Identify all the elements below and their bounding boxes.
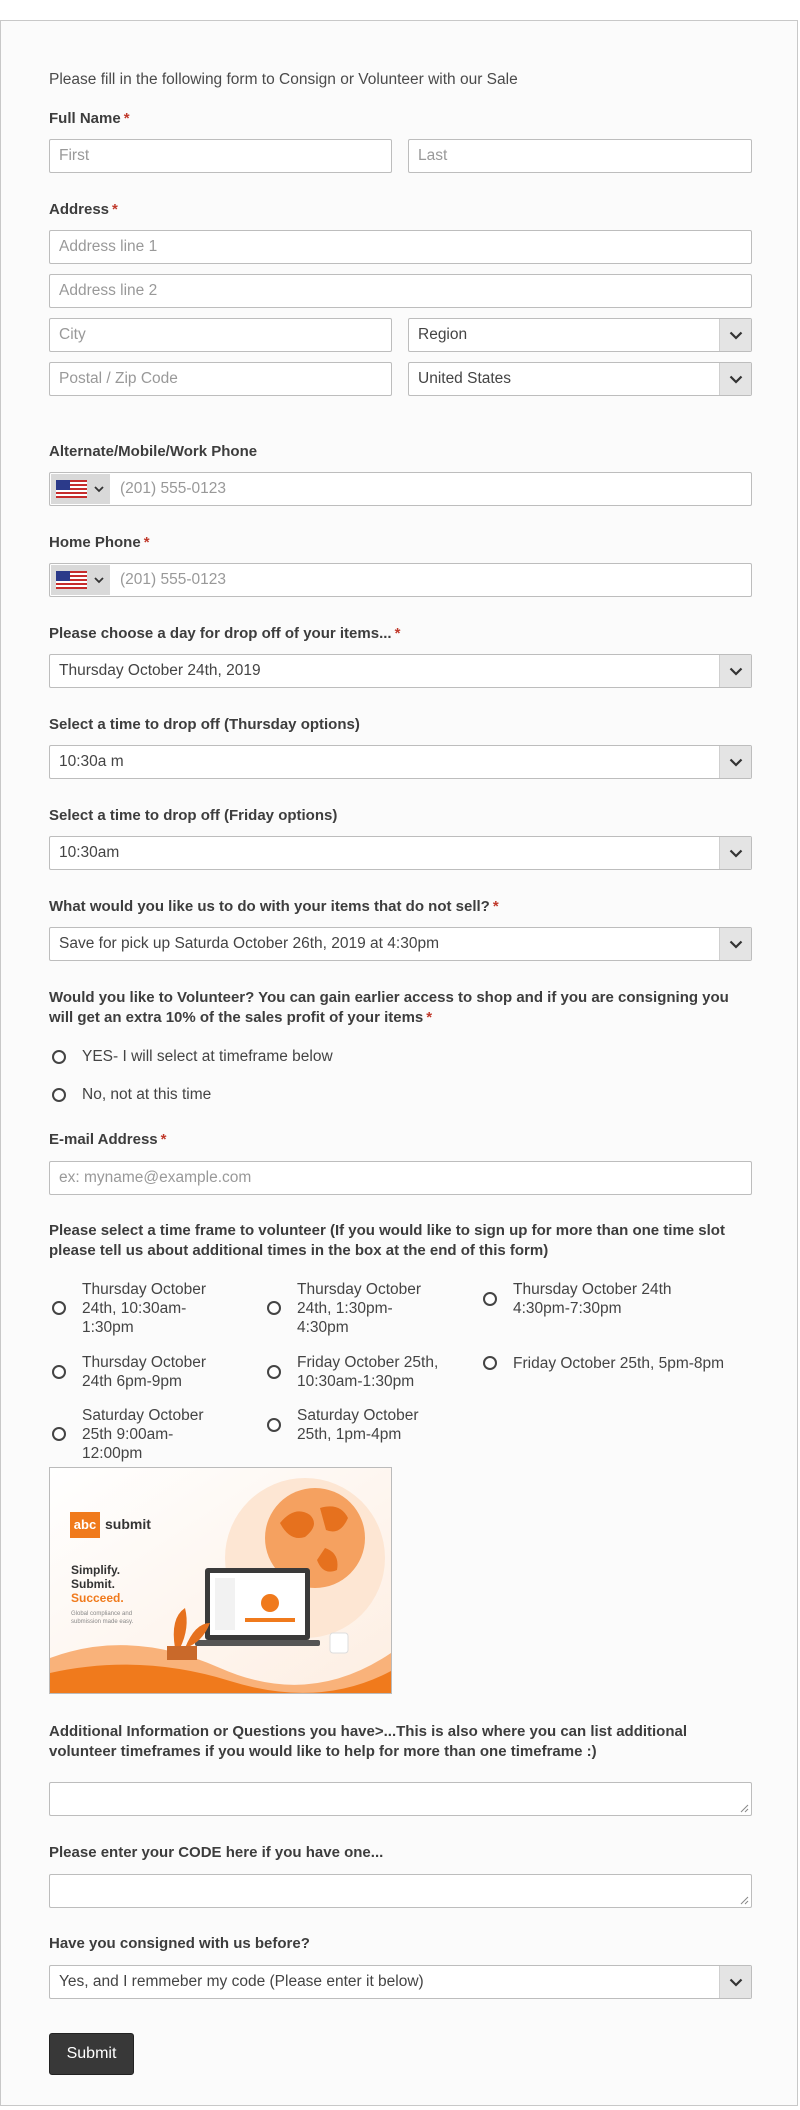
region-value: Region — [418, 326, 468, 343]
consigned-before-select[interactable] — [49, 1965, 752, 1999]
timeframe-radio[interactable] — [483, 1356, 497, 1370]
brand-logo-text: submit — [105, 1516, 151, 1532]
address-label: Address * — [49, 201, 118, 218]
resize-grip-icon — [740, 1804, 749, 1813]
unsold-items-select[interactable] — [49, 927, 752, 961]
email-label: E-mail Address * — [49, 1131, 167, 1148]
country-code-dropdown[interactable] — [51, 565, 110, 595]
consigned-before-value: Yes, and I remmeber my code (Please enter it below) — [59, 1973, 424, 1990]
timeframe-option-label: Friday October 25th, 10:30am-1:30pm — [297, 1354, 439, 1390]
consigned-before-label: Have you consigned with us before? — [49, 1935, 310, 1952]
home-phone-placeholder: (201) 555-0123 — [120, 571, 226, 588]
thursday-time-value: 10:30a m — [59, 753, 124, 770]
timeframe-radio[interactable] — [52, 1427, 66, 1441]
alt-phone-label: Alternate/Mobile/Work Phone — [49, 443, 258, 460]
postal-code-input[interactable]: Postal / Zip Code — [49, 362, 392, 396]
chevron-down-icon — [719, 746, 751, 778]
code-label: Please enter your CODE here if you have one... — [49, 1844, 384, 1861]
city-input[interactable]: City — [49, 318, 392, 352]
timeframe-option-label: Thursday October 24th 4:30pm-7:30pm — [513, 1281, 672, 1317]
friday-time-value: 10:30am — [59, 844, 120, 861]
first-name-input[interactable]: First — [49, 139, 392, 173]
promo-fine-print: Global compliance and submission made easy. — [71, 1611, 134, 1625]
timeframe-option-label: Saturday October 25th 9:00am- 12:00pm — [82, 1407, 204, 1462]
chevron-down-icon — [719, 319, 751, 351]
brand-logo-box: abc — [70, 1512, 100, 1538]
unsold-items-label: What would you like us to do with your items that do not sell? * — [49, 898, 499, 915]
resize-grip-icon — [740, 1896, 749, 1905]
chevron-down-icon — [94, 486, 104, 493]
address-line2-input[interactable]: Address line 2 — [49, 274, 752, 308]
timeframe-option-label: Thursday October 24th 6pm-9pm — [82, 1354, 207, 1390]
promo-tagline: Simplify. Submit. Succeed. — [71, 1563, 124, 1605]
chevron-down-icon — [94, 577, 104, 584]
home-phone-field[interactable] — [49, 563, 752, 597]
alt-phone-field[interactable] — [49, 472, 752, 506]
submit-button[interactable]: Submit — [49, 2033, 134, 2075]
dropoff-day-label: Please choose a day for drop off of your items... * — [49, 625, 401, 642]
chevron-down-icon — [719, 928, 751, 960]
address-line1-input[interactable]: Address line 1 — [49, 230, 752, 264]
timeframe-option-label: Thursday October 24th, 10:30am- 1:30pm — [82, 1281, 207, 1336]
timeframe-option-label: Thursday October 24th, 1:30pm- 4:30pm — [297, 1281, 422, 1336]
country-code-dropdown[interactable] — [51, 474, 110, 504]
volunteer-no-label: No, not at this time — [82, 1086, 212, 1103]
full-name-label: Full Name * — [49, 110, 130, 127]
dropoff-day-select[interactable] — [49, 654, 752, 688]
chevron-down-icon — [719, 655, 751, 687]
country-select[interactable] — [408, 362, 752, 396]
region-select[interactable] — [408, 318, 752, 352]
timeframe-radio[interactable] — [52, 1365, 66, 1379]
thursday-time-label: Select a time to drop off (Thursday options) — [49, 716, 360, 733]
code-textarea[interactable] — [49, 1874, 752, 1908]
timeframe-radio[interactable] — [483, 1292, 497, 1306]
email-input[interactable]: ex: myname@example.com — [49, 1161, 752, 1195]
country-value: United States — [418, 370, 512, 387]
timeframe-radio[interactable] — [267, 1301, 281, 1315]
volunteer-yes-radio[interactable] — [52, 1050, 66, 1064]
additional-info-label: Additional Information or Questions you have>...This is also where you can list additional volunteer timeframes if you would like to help for more than one timeframe :) — [49, 1723, 688, 1760]
volunteer-label: Would you like to Volunteer? You can gain earlier access to shop and if you are consigning you will get an extra 10% of the sales profit of your items * — [49, 989, 729, 1026]
friday-time-label: Select a time to drop off (Friday options) — [49, 807, 338, 824]
chevron-down-icon — [719, 1966, 751, 1998]
timeframe-radio[interactable] — [267, 1418, 281, 1432]
form-intro: Please fill in the following form to Consign or Volunteer with our Sale — [49, 71, 518, 88]
timeframe-option-label: Friday October 25th, 5pm-8pm — [513, 1355, 725, 1372]
alt-phone-placeholder: (201) 555-0123 — [120, 480, 226, 497]
home-phone-label: Home Phone * — [49, 534, 150, 551]
us-flag-icon — [56, 571, 87, 589]
promo-image — [49, 1467, 392, 1694]
volunteer-yes-label: YES- I will select at timeframe below — [82, 1048, 333, 1065]
last-name-input[interactable]: Last — [408, 139, 752, 173]
chevron-down-icon — [719, 363, 751, 395]
thursday-time-select[interactable] — [49, 745, 752, 779]
us-flag-icon — [56, 480, 87, 498]
timeframe-label: Please select a time frame to volunteer (If you would like to sign up for more than one time slot please tell us about additional times in the box at the end of this form) — [49, 1222, 725, 1259]
volunteer-no-radio[interactable] — [52, 1088, 66, 1102]
dropoff-day-value: Thursday October 24th, 2019 — [59, 662, 261, 679]
chevron-down-icon — [719, 837, 751, 869]
unsold-items-value: Save for pick up Saturda October 26th, 2019 at 4:30pm — [59, 935, 439, 952]
friday-time-select[interactable] — [49, 836, 752, 870]
timeframe-option-label: Saturday October 25th, 1pm-4pm — [297, 1407, 419, 1443]
timeframe-radio[interactable] — [267, 1365, 281, 1379]
form-card — [0, 20, 798, 2106]
timeframe-radio[interactable] — [52, 1301, 66, 1315]
additional-info-textarea[interactable] — [49, 1782, 752, 1816]
